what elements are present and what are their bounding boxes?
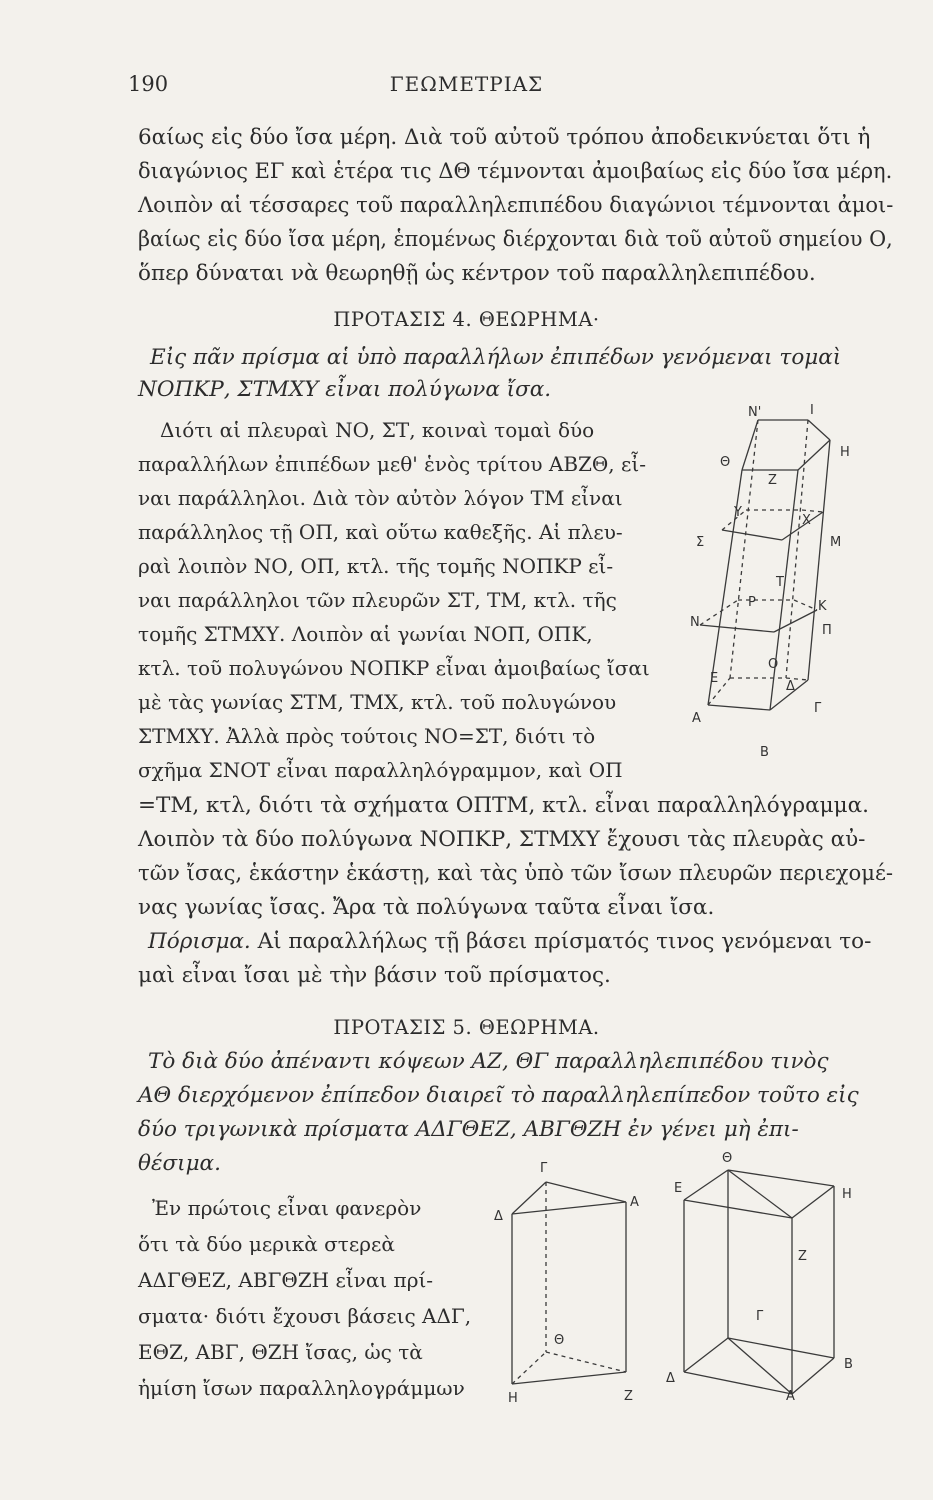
- proposition-4-heading: ΠΡΟΤΑΣΙΣ 4. ΘΕΩΡΗΜΑ·: [333, 308, 600, 331]
- text-line: ὅπερ δύναται νὰ θεωρηθῇ ὡς κέντρον τοῦ παραλληλεπιπέδου.: [138, 261, 816, 286]
- theorem-statement-line: Εἰς πᾶν πρίσμα αἱ ὑπὸ παραλλήλων ἐπιπέδων γενόμεναι τομαὶ: [150, 345, 842, 370]
- triangular-prism-figure: [488, 1148, 648, 1408]
- figure-label: Μ: [830, 535, 842, 550]
- figure-label: Π: [822, 623, 832, 638]
- theorem-statement-line: ΑΘ διερχόμενον ἐπίπεδον διαιρεῖ τὸ παραλληλεπίπεδον τοῦτο εἰς: [138, 1083, 859, 1108]
- figure-label: Η: [842, 1187, 852, 1202]
- figure-label: Α: [630, 1195, 639, 1210]
- page-number: 190: [128, 72, 169, 96]
- figure-label: Σ: [696, 535, 705, 550]
- figure-label: Γ: [756, 1309, 764, 1324]
- figure-label: Γ: [540, 1161, 548, 1176]
- figure-label: Β: [844, 1357, 853, 1372]
- parallelepiped-split-figure: [662, 1148, 862, 1408]
- proof-line: ἡμίση ἴσων παραλληλογράμμων: [138, 1376, 465, 1400]
- proof-line: ΣΤΜΧΥ. Ἀλλὰ πρὸς τούτοις ΝΟ=ΣΤ, διότι τὸ: [138, 724, 596, 748]
- theorem-statement-line: ΝΟΠΚΡ, ΣΤΜΧΥ εἶναι πολύγωνα ἴσα.: [138, 377, 552, 402]
- figure-label: Ρ: [748, 595, 756, 610]
- proof-line: ὅτι τὰ δύο μερικὰ στερεὰ: [138, 1232, 395, 1256]
- corollary-text: Αἱ παραλλήλως τῇ βάσει πρίσματός τινος γενόμεναι το-: [250, 929, 872, 954]
- figure-label: Ζ: [624, 1389, 633, 1404]
- proof-line: νας γωνίας ἴσας. Ἄρα τὰ πολύγωνα ταῦτα εἶναι ἴσα.: [138, 895, 715, 920]
- figure-label: Ζ: [768, 473, 777, 488]
- text-line: Λοιπὸν αἱ τέσσαρες τοῦ παραλληλεπιπέδου διαγώνιοι τέμνονται ἀμοι-: [138, 193, 894, 218]
- figure-label: Ν': [748, 405, 762, 420]
- figure-label: Κ: [818, 599, 827, 614]
- figure-label: Δ: [494, 1209, 503, 1224]
- figure-label: Β: [760, 745, 769, 760]
- figure-label: Θ: [720, 455, 731, 470]
- proof-line: τῶν ἴσας, ἑκάστην ἑκάστῃ, καὶ τὰς ὑπὸ τῶν ἴσων πλευρῶν περιεχομέ-: [138, 861, 894, 886]
- proof-line: Ἐν πρώτοις εἶναι φανερὸν: [152, 1196, 422, 1220]
- proof-line: σματα· διότι ἔχουσι βάσεις ΑΔΓ,: [138, 1304, 472, 1328]
- theorem-statement-line: θέσιμα.: [138, 1151, 221, 1176]
- figure-label: Α: [786, 1389, 795, 1404]
- proof-line: ραὶ λοιπὸν ΝΟ, ΟΠ, κτλ. τῆς τομῆς ΝΟΠΚΡ εἶ-: [138, 554, 614, 578]
- figure-label: Δ: [666, 1371, 675, 1386]
- proof-line: σχῆμα ΣΝΟΤ εἶναι παραλληλόγραμμον, καὶ ΟΠ: [138, 758, 623, 782]
- figure-label: Θ: [722, 1151, 733, 1166]
- figure-label: Η: [508, 1391, 518, 1406]
- corollary-line: μαὶ εἶναι ἴσαι μὲ τὴν βάσιν τοῦ πρίσματος.: [138, 963, 611, 988]
- prism-sections-figure: [690, 400, 870, 770]
- text-line: διαγώνιος ΕΓ καὶ ἑτέρα τις ΔΘ τέμνονται ἀμοιβαίως εἰς δύο ἴσα μέρη.: [138, 159, 893, 184]
- proposition-5-heading: ΠΡΟΤΑΣΙΣ 5. ΘΕΩΡΗΜΑ.: [333, 1016, 600, 1039]
- figure-label: Υ: [734, 505, 742, 520]
- theorem-statement-line: δύο τριγωνικὰ πρίσματα ΑΔΓΘΕΖ, ΑΒΓΘΖΗ ἐν γένει μὴ ἐπι-: [138, 1117, 799, 1142]
- figure-label: Η: [840, 445, 850, 460]
- figure-label: Ζ: [798, 1249, 807, 1264]
- figure-label: Χ: [802, 513, 811, 528]
- running-title: ΓΕΩΜΕΤΡΙΑΣ: [389, 72, 544, 96]
- figure-label: Ε: [710, 671, 719, 686]
- proof-line: ΕΘΖ, ΑΒΓ, ΘΖΗ ἴσας, ὡς τὰ: [138, 1340, 423, 1364]
- theorem-statement-line: Τὸ διὰ δύο ἀπέναντι κόψεων ΑΖ, ΘΓ παραλληλεπιπέδου τινὸς: [148, 1049, 829, 1074]
- figure-label: Γ: [814, 701, 822, 716]
- text-line: 6αίως εἰς δύο ἴσα μέρη. Διὰ τοῦ αὐτοῦ τρόπου ἀποδεικνύεται ὅτι ἡ: [138, 125, 871, 150]
- proof-line: ναι παράλληλοι. Διὰ τὸν αὐτὸν λόγον ΤΜ εἶναι: [138, 486, 623, 510]
- proof-line: =ΤΜ, κτλ, διότι τὰ σχήματα ΟΠΤΜ, κτλ. εἶναι παραλληλόγραμμα.: [138, 793, 869, 818]
- figure-label: Δ: [786, 679, 795, 694]
- proof-line: Διότι αἱ πλευραὶ ΝΟ, ΣΤ, κοιναὶ τομαὶ δύο: [160, 418, 595, 442]
- proof-line: παραλλήλων ἐπιπέδων μεθ' ἑνὸς τρίτου ΑΒΖΘ, εἶ-: [138, 452, 646, 476]
- figure-label: Ν: [690, 615, 700, 630]
- proof-line: ΑΔΓΘΕΖ, ΑΒΓΘΖΗ εἶναι πρί-: [138, 1268, 434, 1292]
- figure-label: Α: [692, 711, 701, 726]
- figure-label: Ε: [674, 1181, 683, 1196]
- proof-line: μὲ τὰς γωνίας ΣΤΜ, ΤΜΧ, κτλ. τοῦ πολυγώνου: [138, 690, 617, 714]
- proof-line: παράλληλος τῇ ΟΠ, καὶ οὕτω καθεξῆς. Αἱ πλευ-: [138, 520, 623, 544]
- proof-line: τομῆς ΣΤΜΧΥ. Λοιπὸν αἱ γωνίαι ΝΟΠ, ΟΠΚ,: [138, 622, 593, 646]
- corollary-line: [148, 928, 871, 956]
- figure-label: Θ: [554, 1333, 565, 1348]
- proof-line: κτλ. τοῦ πολυγώνου ΝΟΠΚΡ εἶναι ἀμοιβαίως ἴσαι: [138, 656, 650, 680]
- proof-line: Λοιπὸν τὰ δύο πολύγωνα ΝΟΠΚΡ, ΣΤΜΧΥ ἔχουσι τὰς πλευρὰς αὐ-: [138, 827, 866, 852]
- text-line: βαίως εἰς δύο ἴσα μέρη, ἑπομένως διέρχονται διὰ τοῦ αὐτοῦ σημείου Ο,: [138, 227, 893, 252]
- figure-label: Τ: [776, 575, 784, 590]
- proof-line: ναι παράλληλοι τῶν πλευρῶν ΣΤ, ΤΜ, κτλ. τῆς: [138, 588, 617, 612]
- corollary-label: Πόρισμα.: [148, 929, 251, 954]
- figure-label: Ο: [768, 657, 779, 672]
- page-header: [0, 72, 933, 102]
- figure-label: Ι: [810, 403, 814, 418]
